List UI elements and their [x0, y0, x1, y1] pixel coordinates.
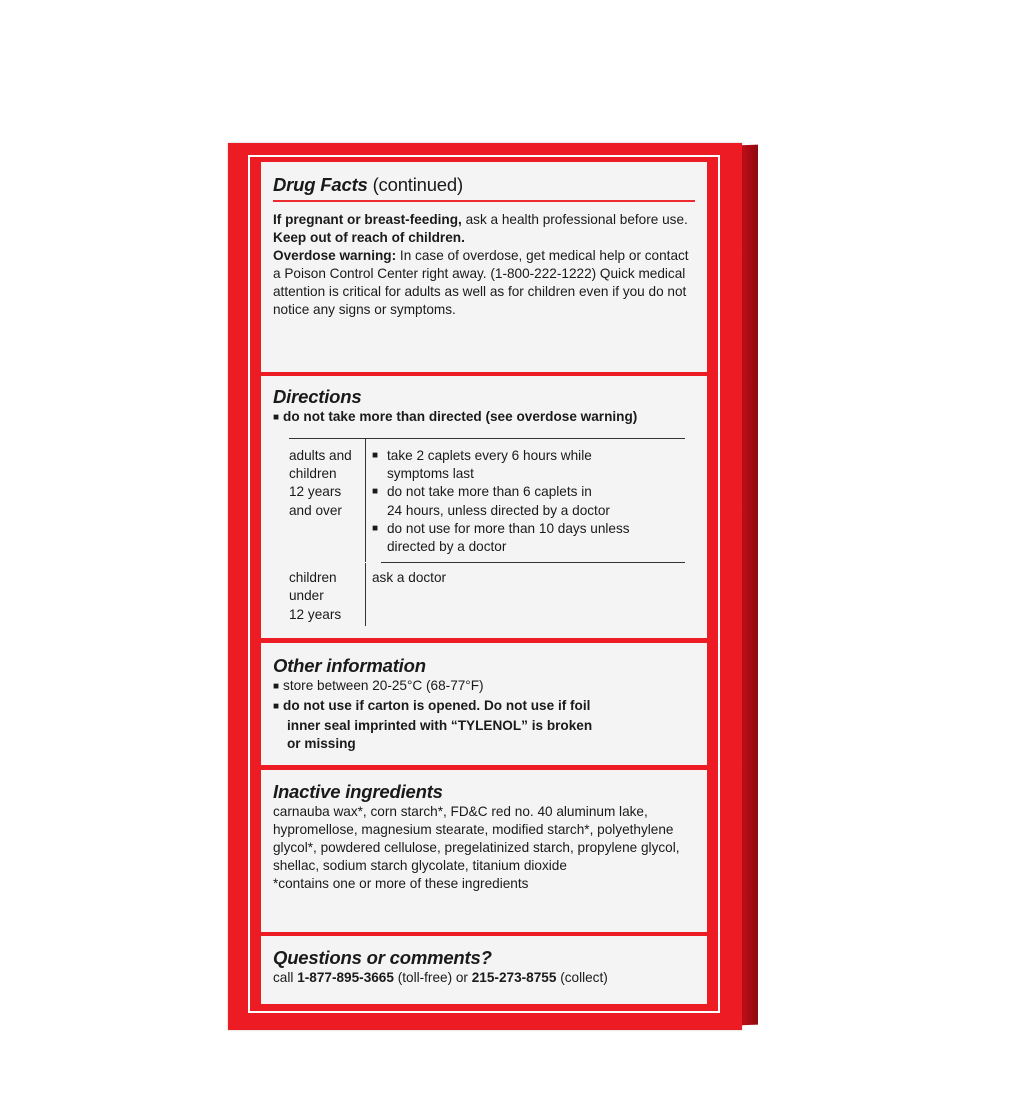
questions-panel — [261, 936, 707, 1004]
group-label-adults: adults and children 12 years and over — [289, 448, 352, 518]
carton-seal-warning: ■ do not use if carton is opened. Do not use if foil inner seal imprinted with “TYLENOL” is broken or missing — [273, 697, 695, 753]
drug-facts-panel — [261, 162, 707, 372]
instruction-item: ■ do not take more than 6 caplets in 24 hours, unless directed by a doctor — [372, 483, 685, 519]
keep-out-warning: Keep out of reach of children. — [273, 229, 465, 245]
drug-facts-title: Drug Facts (continued) — [273, 174, 463, 195]
directions-warning: ■ do not take more than directed (see overdose warning) — [273, 408, 695, 428]
instruction-item: ■ take 2 caplets every 6 hours while symptoms last — [372, 447, 685, 483]
title-divider — [273, 200, 695, 202]
group-label-children: children under 12 years — [289, 570, 342, 622]
collect-phone: 215-273-8755 — [471, 970, 557, 985]
other-information-panel — [261, 643, 707, 765]
table-row-adults — [273, 439, 685, 562]
questions-contact: call 1-877-895-3665 (toll-free) or 215-273-8755 (collect) — [273, 970, 608, 985]
inactive-ingredients-title: Inactive ingredients — [273, 781, 443, 802]
inactive-ingredients-panel — [261, 770, 707, 932]
dosage-table — [273, 438, 685, 626]
directions-title: Directions — [273, 386, 362, 407]
drug-facts-title-suffix: (continued) — [372, 174, 463, 195]
questions-title: Questions or comments? — [273, 947, 492, 968]
table-row-children — [273, 563, 685, 626]
adults-instructions — [365, 439, 685, 562]
directions-panel — [261, 376, 707, 638]
inactive-ingredients-list: carnauba wax*, corn starch*, FD&C red no. 40 aluminum lake, hypromellose, magnesium stearate, modified starch*, polyethylene glycol*, powdered cellulose, pregelatinized starch, propylene glycol, shellac, sodium starch glycolate, titanium dioxide — [273, 804, 680, 873]
toll-free-phone: 1-877-895-3665 — [297, 970, 394, 985]
pregnant-warning: If pregnant or breast-feeding, ask a health professional before use. — [273, 211, 688, 227]
storage-info: ■ store between 20-25°C (68-77°F) — [273, 677, 695, 697]
children-instructions: ask a doctor — [365, 563, 685, 626]
overdose-warning: Overdose warning: In case of overdose, get medical help or contact a Poison Control Center right away. (1-800-222-1222) Quick medical attention is critical for adults as well as for children even if you do not notice any signs or symptoms. — [273, 247, 689, 317]
other-information-title: Other information — [273, 655, 426, 676]
inactive-footnote: *contains one or more of these ingredients — [273, 876, 529, 891]
instruction-item: ■ do not use for more than 10 days unless directed by a doctor — [372, 520, 685, 556]
